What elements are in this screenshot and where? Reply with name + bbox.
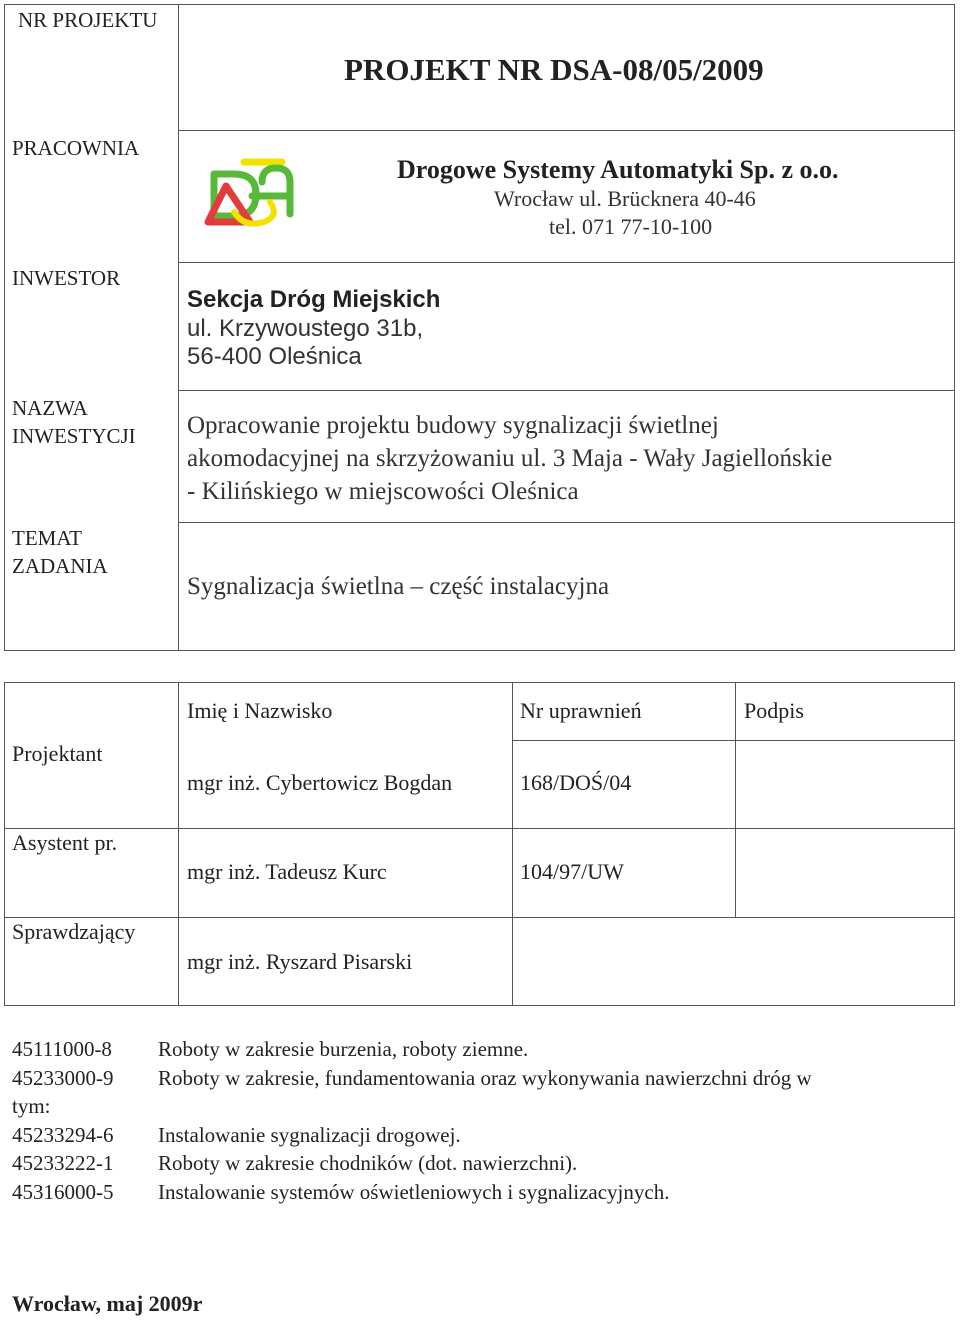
zadania-label: ZADANIA: [12, 554, 108, 578]
company-name: Drogowe Systemy Automatyki Sp. z o.o.: [397, 155, 839, 184]
nr-projektu-label: NR PROJEKTU: [18, 8, 158, 32]
company-logo: [204, 156, 296, 237]
cpv-code: 45233222-1: [12, 1151, 114, 1175]
cpv-code: 45233000-9: [12, 1065, 114, 1090]
inwestor-label: INWESTOR: [12, 266, 121, 290]
name-projektant: mgr inż. Cybertowicz Bogdan: [187, 770, 453, 795]
investor-city: 56-400 Oleśnica: [187, 343, 362, 370]
role-asystent: Asystent pr.: [12, 830, 118, 855]
project-title: PROJEKT NR DSA-08/05/2009: [344, 52, 764, 87]
cpv-desc: Roboty w zakresie chodników (dot. nawierzchni).: [158, 1151, 578, 1175]
investment-description: [187, 409, 832, 508]
header-license: Nr uprawnień: [520, 698, 642, 723]
role-projektant: Projektant: [12, 741, 103, 766]
investment-line-3: - Kilińskiego w miejscowości Oleśnica: [187, 478, 579, 505]
company-address: Wrocław ul. Brücknera 40-46: [494, 186, 756, 211]
header-signature: Podpis: [744, 698, 804, 723]
cpv-item-continuation: tym:: [12, 1094, 51, 1118]
cpv-code: 45111000-8: [12, 1037, 112, 1061]
temat-label: TEMAT: [12, 526, 82, 550]
cpv-code: 45316000-5: [12, 1179, 114, 1204]
cpv-list: [12, 1035, 952, 1206]
pracownia-label: PRACOWNIA: [12, 136, 140, 160]
cpv-item: [12, 1178, 952, 1207]
cpv-item: [12, 1064, 952, 1093]
cpv-item: [12, 1121, 952, 1150]
license-projektant: 168/DOŚ/04: [520, 770, 632, 795]
task-text: Sygnalizacja świetlna – część instalacyjna: [187, 573, 610, 600]
investor-name: Sekcja Dróg Miejskich: [187, 286, 441, 313]
nazwa-label: NAZWA: [12, 396, 88, 420]
company-phone: tel. 071 77-10-100: [549, 214, 713, 239]
cpv-desc: Instalowanie systemów oświetleniowych i sygnalizacyjnych.: [158, 1179, 670, 1204]
header-name: Imię i Nazwisko: [187, 698, 333, 723]
cpv-code: 45233294-6: [12, 1122, 114, 1147]
cpv-item: [12, 1035, 952, 1064]
investment-line-2: akomodacyjnej na skrzyżowaniu ul. 3 Maja - Wały Jagiellońskie: [187, 445, 833, 472]
investment-line-1: Opracowanie projektu budowy sygnalizacji świetlnej: [187, 412, 719, 439]
investor-street: ul. Krzywoustego 31b,: [187, 315, 424, 342]
place-date: Wrocław, maj 2009r: [12, 1291, 203, 1316]
license-asystent: 104/97/UW: [520, 859, 624, 884]
cpv-desc: Roboty w zakresie, fundamentowania oraz wykonywania nawierzchni dróg w: [158, 1065, 812, 1090]
cpv-desc: Instalowanie sygnalizacji drogowej.: [158, 1122, 461, 1147]
name-sprawdzajacy: mgr inż. Ryszard Pisarski: [187, 949, 413, 974]
cpv-desc: Roboty w zakresie burzenia, roboty ziemne.: [158, 1037, 529, 1061]
name-asystent: mgr inż. Tadeusz Kurc: [187, 859, 387, 884]
inwestycji-label: INWESTYCJI: [12, 424, 136, 448]
role-sprawdzajacy: Sprawdzający: [12, 919, 136, 944]
cpv-item: [12, 1149, 952, 1178]
